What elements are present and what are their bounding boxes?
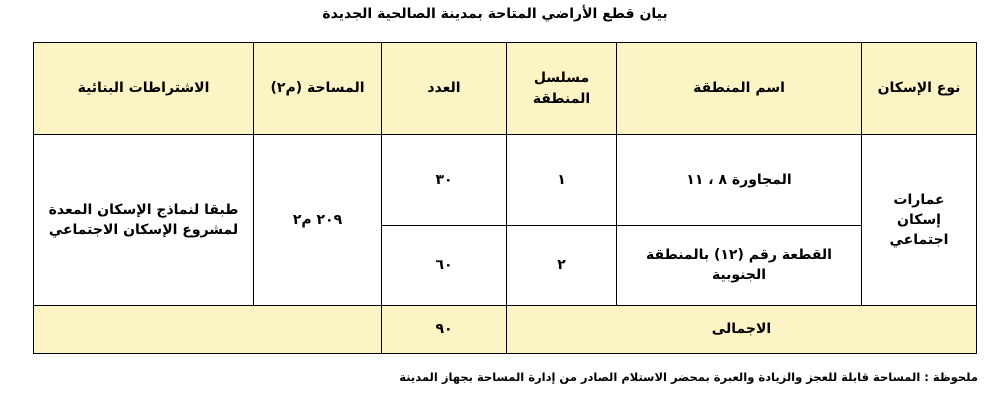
housing-type-cell: عمارات إسكان اجتماعي bbox=[862, 135, 977, 306]
total-row bbox=[34, 305, 977, 353]
zone-name-cell: المجاورة ٨ ، ١١ bbox=[617, 135, 862, 225]
total-label: الاجمالى bbox=[507, 305, 977, 353]
area-cell: ٢٠٩ م٢ bbox=[254, 135, 382, 306]
land-plots-table bbox=[33, 42, 977, 354]
header-building-requirements: الاشتراطات البنائية bbox=[34, 43, 254, 135]
header-area: المساحة (م٢) bbox=[254, 43, 382, 135]
zone-serial-cell: ١ bbox=[507, 135, 617, 225]
total-empty-cell bbox=[34, 305, 382, 353]
building-requirements-cell: طبقا لنماذج الإسكان المعدة لمشروع الإسكان الاجتماعي bbox=[34, 135, 254, 306]
header-zone-name: اسم المنطقة bbox=[617, 43, 862, 135]
total-count: ٩٠ bbox=[382, 305, 507, 353]
page-title: بيان قطع الأراضي المتاحة بمدينة الصالحية الجديدة bbox=[322, 6, 668, 22]
count-cell: ٣٠ bbox=[382, 135, 507, 225]
count-cell: ٦٠ bbox=[382, 225, 507, 305]
zone-name-cell: القطعة رقم (١٢) بالمنطقة الجنوبية bbox=[617, 225, 862, 305]
table-row bbox=[34, 135, 977, 225]
zone-serial-cell: ٢ bbox=[507, 225, 617, 305]
header-count: العدد bbox=[382, 43, 507, 135]
header-zone-serial: مسلسل المنطقة bbox=[507, 43, 617, 135]
header-row bbox=[34, 43, 977, 135]
header-housing-type: نوع الإسكان bbox=[862, 43, 977, 135]
footnote: ملحوظة : المساحة قابلة للعجز والزيادة والعبرة بمحضر الاستلام الصادر من إدارة المساحة بجهاز المدينة bbox=[399, 370, 978, 384]
